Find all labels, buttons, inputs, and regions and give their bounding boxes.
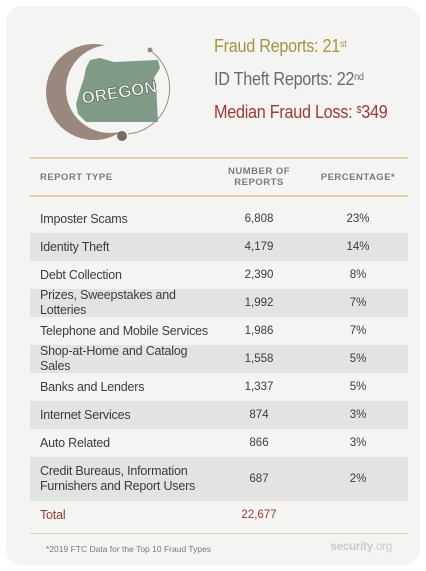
median-loss-stat: Median Fraud Loss: $349 bbox=[214, 102, 388, 122]
brand-logo: security.org bbox=[330, 541, 392, 553]
report-count: 1,986 bbox=[244, 324, 274, 337]
report-percentage: 5% bbox=[349, 352, 367, 365]
report-count: 874 bbox=[249, 408, 269, 421]
total-count: 22,677 bbox=[241, 508, 277, 521]
report-percentage: 7% bbox=[349, 324, 367, 337]
report-percentage: 23% bbox=[346, 212, 370, 225]
footer-divider bbox=[30, 533, 408, 534]
report-percentage: 8% bbox=[349, 268, 367, 281]
report-count: 2,390 bbox=[244, 268, 274, 281]
table-body bbox=[30, 205, 408, 529]
report-count: 687 bbox=[249, 472, 269, 485]
footnote: *2019 FTC Data for the Top 10 Fraud Types bbox=[46, 544, 212, 554]
report-count: 1,337 bbox=[244, 380, 274, 393]
table-row bbox=[30, 457, 408, 501]
report-count: 4,179 bbox=[244, 240, 274, 253]
fraud-report-table bbox=[30, 157, 408, 529]
table-row bbox=[30, 373, 408, 401]
report-count: 6,808 bbox=[244, 212, 274, 225]
table-total-row bbox=[30, 501, 408, 529]
table-row bbox=[30, 429, 408, 457]
report-count: 1,992 bbox=[244, 296, 274, 309]
table-row bbox=[30, 401, 408, 429]
table-row bbox=[30, 233, 408, 261]
infographic-card bbox=[6, 6, 420, 565]
report-type: Debt Collection bbox=[40, 267, 122, 282]
report-percentage: 3% bbox=[349, 436, 367, 449]
report-type: Auto Related bbox=[40, 435, 110, 450]
report-count: 866 bbox=[249, 436, 269, 449]
report-percentage: 7% bbox=[349, 296, 367, 309]
table-row bbox=[30, 261, 408, 289]
table-row bbox=[30, 289, 408, 317]
orbit-dot-small bbox=[148, 48, 153, 53]
report-percentage: 5% bbox=[349, 380, 367, 393]
column-percentage: PERCENTAGE* bbox=[320, 171, 396, 183]
orbit-dot-large bbox=[117, 131, 127, 141]
report-type: Internet Services bbox=[40, 407, 131, 422]
report-type: Telephone and Mobile Services bbox=[40, 323, 208, 338]
report-type: Shop-at-Home and Catalog Sales bbox=[40, 344, 188, 373]
table-header bbox=[30, 157, 408, 197]
report-count: 1,558 bbox=[244, 352, 274, 365]
report-type: Prizes, Sweepstakes and Lotteries bbox=[40, 288, 176, 317]
id-theft-stat: ID Theft Reports: 22nd bbox=[214, 69, 364, 89]
report-type: Banks and Lenders bbox=[40, 379, 145, 394]
fraud-reports-stat: Fraud Reports: 21st bbox=[214, 36, 347, 56]
column-report-type: REPORT TYPE bbox=[40, 171, 113, 183]
report-type: Credit Bureaus, Information Furnishers and Report Users bbox=[40, 464, 196, 493]
report-type: Identity Theft bbox=[40, 239, 110, 254]
report-percentage: 14% bbox=[346, 240, 370, 253]
state-name: OREGON bbox=[80, 77, 158, 108]
report-type: Imposter Scams bbox=[40, 211, 128, 226]
table-row bbox=[30, 345, 408, 373]
total-label: Total bbox=[40, 507, 66, 522]
table-row bbox=[30, 317, 408, 345]
table-row bbox=[30, 205, 408, 233]
state-stats bbox=[214, 34, 414, 133]
report-percentage: 3% bbox=[349, 408, 367, 421]
oregon-logo bbox=[40, 34, 175, 149]
column-number-of-reports: NUMBER OF REPORTS bbox=[227, 166, 291, 188]
report-percentage: 2% bbox=[349, 472, 367, 485]
